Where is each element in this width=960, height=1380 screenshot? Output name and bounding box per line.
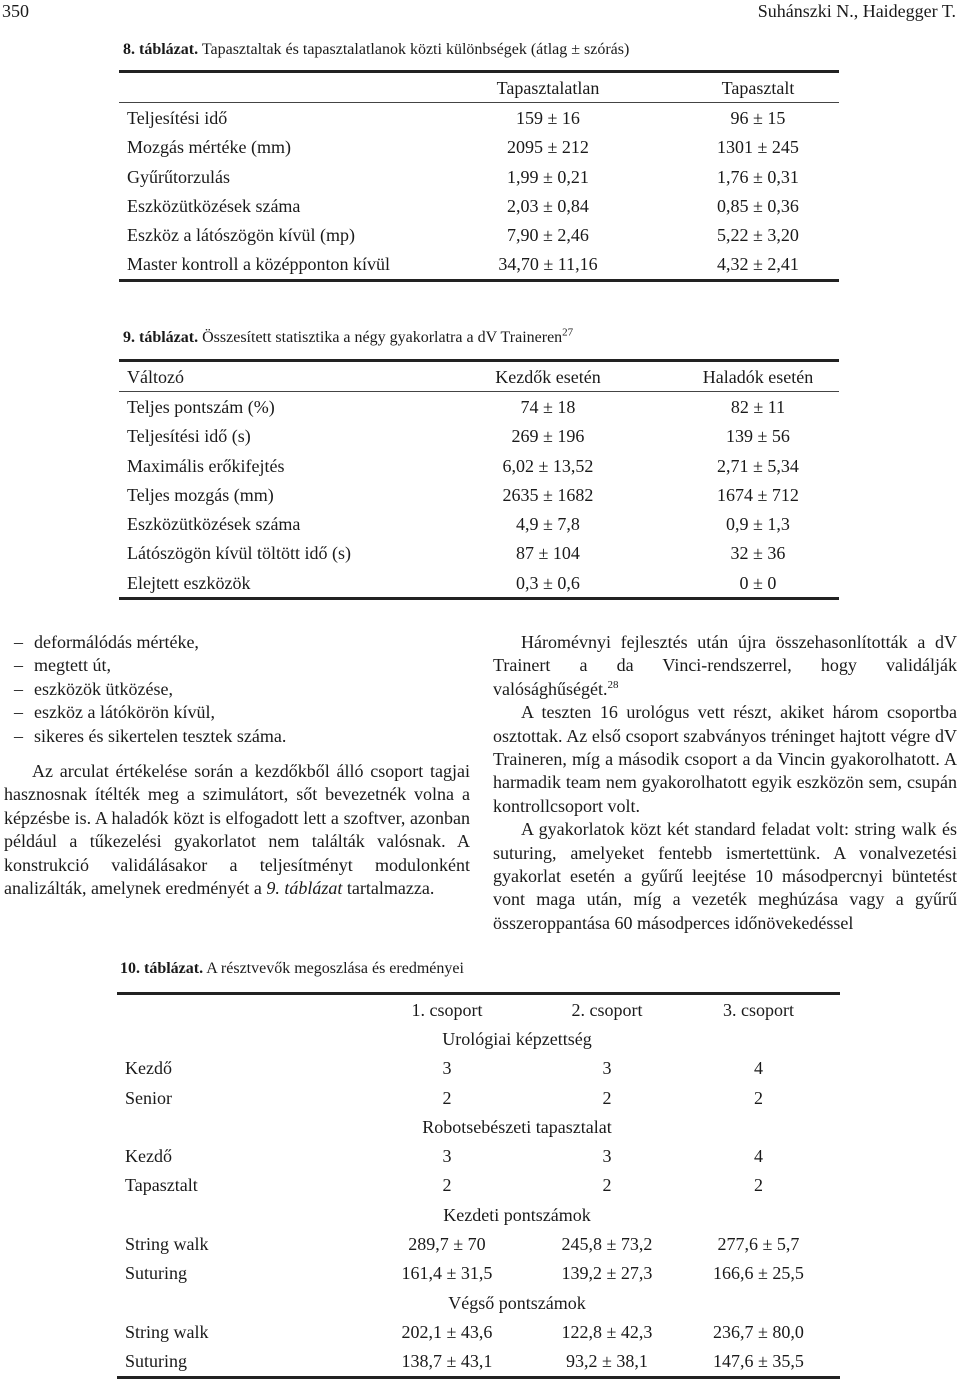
group-spacer <box>117 1112 357 1141</box>
table-row <box>119 568 839 599</box>
right-paragraph-3: A gyakorlatok közt két standard feladat volt: string walk és suturing, amelyeket fentebb ismertettünk. A vonalvezetési gyakorlat esetén a gyűrű leejtése 10 másodpercnyi büntetést vont maga után, míg a vezeték meghúzása vagy a gyűrű összeroppantása 60 másodperces időnövekedéssel <box>493 819 957 933</box>
list-item: – megtett út, <box>4 654 470 677</box>
table-cell: 2 <box>602 1087 612 1108</box>
row-label: Teljesítési idő (s) <box>127 426 251 447</box>
table-row <box>117 1141 840 1170</box>
row-label: Master kontroll a középponton kívül <box>119 250 419 281</box>
table9-label: 9. táblázat. <box>123 329 199 346</box>
table9-caption-ref: 27 <box>562 326 574 339</box>
table-cell: 166,6 ± 25,5 <box>713 1263 804 1284</box>
table-cell: 139,2 ± 27,3 <box>561 1263 653 1284</box>
table-cell: 2 <box>442 1087 452 1108</box>
table-row <box>119 162 839 191</box>
row-label: Teljes pontszám (%) <box>127 396 275 417</box>
table-group-row <box>117 1288 840 1317</box>
table-cell: 0,85 ± 0,36 <box>717 195 799 216</box>
group-spacer <box>677 1288 840 1317</box>
row-label: Eszközütközések száma <box>127 514 301 535</box>
group-spacer <box>117 1288 357 1317</box>
table10-header-row <box>117 994 840 1025</box>
table-cell: 2635 ± 1682 <box>502 484 594 505</box>
table-reference: 9. táblázat <box>266 878 343 899</box>
table9-header-cell: Haladók esetén <box>677 361 839 392</box>
table-row <box>117 1259 840 1288</box>
table-cell: 82 ± 11 <box>730 396 786 417</box>
table-row <box>117 1171 840 1200</box>
table-cell: 277,6 ± 5,7 <box>717 1234 800 1255</box>
criteria-list <box>4 631 470 748</box>
table-cell: 3 <box>602 1146 612 1167</box>
row-label: Elejtett eszközök <box>119 568 419 599</box>
right-paragraph-2: A teszten 16 urológus vett részt, akiket három csoportba osztottak. Az első csoport szabványos tréninget hajtott végre dV Traineren, míg a második csoport a da Vincin gyakorolhatott. A harmadik team nem gyakorolhatott egyik eszközön sem, csupán kontrollcsoport volt. <box>493 702 957 816</box>
table-row <box>119 539 839 568</box>
table-cell: 4,32 ± 2,41 <box>677 250 839 281</box>
table-cell: 2 <box>602 1175 612 1196</box>
table-cell: 1674 ± 712 <box>717 484 799 505</box>
table-row <box>117 1347 840 1378</box>
table-row <box>117 1083 840 1112</box>
page-number: 350 <box>2 1 29 21</box>
table-cell: 7,90 ± 2,46 <box>507 225 589 246</box>
list-item: – eszközök ütközése, <box>4 678 470 701</box>
table8-header-cell: Tapasztalt <box>677 72 839 103</box>
table-cell: 122,8 ± 42,3 <box>561 1321 653 1342</box>
table-cell: 147,6 ± 35,5 <box>677 1347 840 1378</box>
table10-label: 10. táblázat. <box>120 960 204 977</box>
row-label: Gyűrűtorzulás <box>127 166 230 187</box>
table-cell: 2,71 ± 5,34 <box>717 455 799 476</box>
row-label: String walk <box>125 1321 209 1342</box>
row-label: String walk <box>125 1234 209 1255</box>
table-10 <box>117 992 840 1379</box>
table-cell: 139 ± 56 <box>726 426 790 447</box>
table8-caption <box>123 40 629 60</box>
table-9 <box>119 359 839 600</box>
table-row <box>119 250 839 281</box>
table8-caption-text: Tapasztaltak és tapasztalatlanok közti különbségek (átlag ± szórás) <box>201 41 630 58</box>
left-column <box>4 631 470 900</box>
right-paragraph-1 <box>493 631 957 701</box>
row-label: Senior <box>125 1087 172 1108</box>
table-cell: 3 <box>442 1058 452 1079</box>
table-row <box>117 1317 840 1346</box>
row-label: Teljesítési idő <box>127 107 228 128</box>
right-paragraph-1-text: Háromévnyi fejlesztés után újra összehasonlították a dV Trainert a da Vinci-rendszerrel, hogy validálják valósághűségét. <box>493 632 957 699</box>
table-cell: 34,70 ± 11,16 <box>419 250 677 281</box>
table-row <box>119 392 839 422</box>
table-row <box>119 480 839 509</box>
table-row <box>119 103 839 133</box>
left-paragraph <box>4 760 470 900</box>
table10-caption <box>120 959 464 979</box>
table-cell: 0 ± 0 <box>677 568 839 599</box>
table10-caption-text: A résztvevők megoszlása és eredményei <box>206 960 464 977</box>
table-cell: 1,76 ± 0,31 <box>717 166 799 187</box>
table-cell: 74 ± 18 <box>520 396 576 417</box>
table10-header-cell: 3. csoport <box>677 994 840 1025</box>
table-cell: 236,7 ± 80,0 <box>713 1321 804 1342</box>
table-cell: 289,7 ± 70 <box>408 1234 486 1255</box>
table-row <box>119 509 839 538</box>
table8-header-cell <box>119 72 419 103</box>
table-group-row <box>117 1200 840 1229</box>
table-cell: 269 ± 196 <box>511 426 585 447</box>
table-cell: 202,1 ± 43,6 <box>401 1321 493 1342</box>
table-cell: 32 ± 36 <box>730 543 786 564</box>
table-cell: 5,22 ± 3,20 <box>717 225 799 246</box>
row-label: Mozgás mértéke (mm) <box>127 137 291 158</box>
row-label: Kezdő <box>125 1058 172 1079</box>
row-label: Tapasztalt <box>125 1175 198 1196</box>
group-spacer <box>677 1024 840 1053</box>
group-spacer <box>677 1200 840 1229</box>
table-cell: 1301 ± 245 <box>717 137 799 158</box>
group-title: Robotsebészeti tapasztalat <box>422 1116 612 1137</box>
table9-caption <box>123 328 573 348</box>
row-label: Látószögön kívül töltött idő (s) <box>127 543 351 564</box>
table-cell: 3 <box>602 1058 612 1079</box>
table10-header-cell: 1. csoport <box>357 994 537 1025</box>
table8-header-cell: Tapasztalatlan <box>419 72 677 103</box>
table-cell: 2 <box>754 1087 763 1108</box>
table-group-row <box>117 1024 840 1053</box>
table-cell: 1,99 ± 0,21 <box>507 166 589 187</box>
table-cell: 4 <box>754 1058 763 1079</box>
table10-header-cell <box>117 994 357 1025</box>
table-cell: 138,7 ± 43,1 <box>357 1347 537 1378</box>
table-cell: 6,02 ± 13,52 <box>502 455 594 476</box>
table8-label: 8. táblázat. <box>123 41 199 58</box>
table-cell: 2 <box>442 1175 452 1196</box>
row-label: Maximális erőkifejtés <box>127 455 285 476</box>
running-head: Suhánszki N., Haidegger T. <box>757 1 956 21</box>
right-column <box>493 631 957 935</box>
left-paragraph-text: Az arculat értékelése során a kezdőkből álló csoport tagjai hasznosnak ítélték meg a szimulátort, sőt bevezetnék volna a képzésbe is. A haladók közt is elfogadott lett a szoftver, azonban például a tűkezelési gyakorlatot nem találták valósnak. A konstrukció validálásakor a teljesítményt modulonként analizálták, amelynek eredményét a <box>4 761 470 899</box>
table-cell: 0,3 ± 0,6 <box>419 568 677 599</box>
table-row <box>119 133 839 162</box>
table-cell: 2095 ± 212 <box>507 137 589 158</box>
group-spacer <box>117 1200 357 1229</box>
list-item: – eszköz a látókörön kívül, <box>4 701 470 724</box>
table-row <box>119 422 839 451</box>
row-label: Teljes mozgás (mm) <box>127 484 274 505</box>
table-group-row <box>117 1112 840 1141</box>
table8-header-row <box>119 72 839 103</box>
citation-ref: 28 <box>607 678 619 691</box>
list-item: – sikeres és sikertelen tesztek száma. <box>4 725 470 748</box>
table-cell: 4,9 ± 7,8 <box>516 514 580 535</box>
table-cell: 93,2 ± 38,1 <box>537 1347 677 1378</box>
table-cell: 2,03 ± 0,84 <box>507 195 589 216</box>
table-row <box>119 191 839 220</box>
table-cell: 161,4 ± 31,5 <box>401 1263 493 1284</box>
table9-header-cell: Változó <box>119 361 419 392</box>
table-cell: 159 ± 16 <box>516 107 580 128</box>
table9-header-cell: Kezdők esetén <box>419 361 677 392</box>
table10-header-cell: 2. csoport <box>537 994 677 1025</box>
table-cell: 245,8 ± 73,2 <box>561 1234 653 1255</box>
table-cell: 96 ± 15 <box>730 107 786 128</box>
row-label: Suturing <box>117 1347 357 1378</box>
left-paragraph-end: tartalmazza. <box>346 878 435 899</box>
table-cell: 87 ± 104 <box>516 543 580 564</box>
group-title: Végső pontszámok <box>448 1292 586 1313</box>
group-spacer <box>677 1112 840 1141</box>
table-cell: 3 <box>442 1146 452 1167</box>
table-row <box>117 1054 840 1083</box>
row-label: Suturing <box>125 1263 188 1284</box>
table9-header-row <box>119 361 839 392</box>
table9-caption-text: Összesített statisztika a négy gyakorlatra a dV Traineren <box>202 329 563 346</box>
table-cell: 0,9 ± 1,3 <box>726 514 790 535</box>
row-label: Kezdő <box>125 1146 172 1167</box>
table-row <box>119 220 839 249</box>
group-title: Urológiai képzettség <box>442 1028 592 1049</box>
row-label: Eszközütközések száma <box>127 195 301 216</box>
table-cell: 2 <box>754 1175 763 1196</box>
table-row <box>119 451 839 480</box>
list-item: – deformálódás mértéke, <box>4 631 470 654</box>
table-row <box>117 1229 840 1258</box>
table-8 <box>119 70 839 282</box>
group-title: Kezdeti pontszámok <box>443 1204 591 1225</box>
row-label: Eszköz a látószögön kívül (mp) <box>127 225 355 246</box>
table-cell: 4 <box>754 1146 763 1167</box>
group-spacer <box>117 1024 357 1053</box>
